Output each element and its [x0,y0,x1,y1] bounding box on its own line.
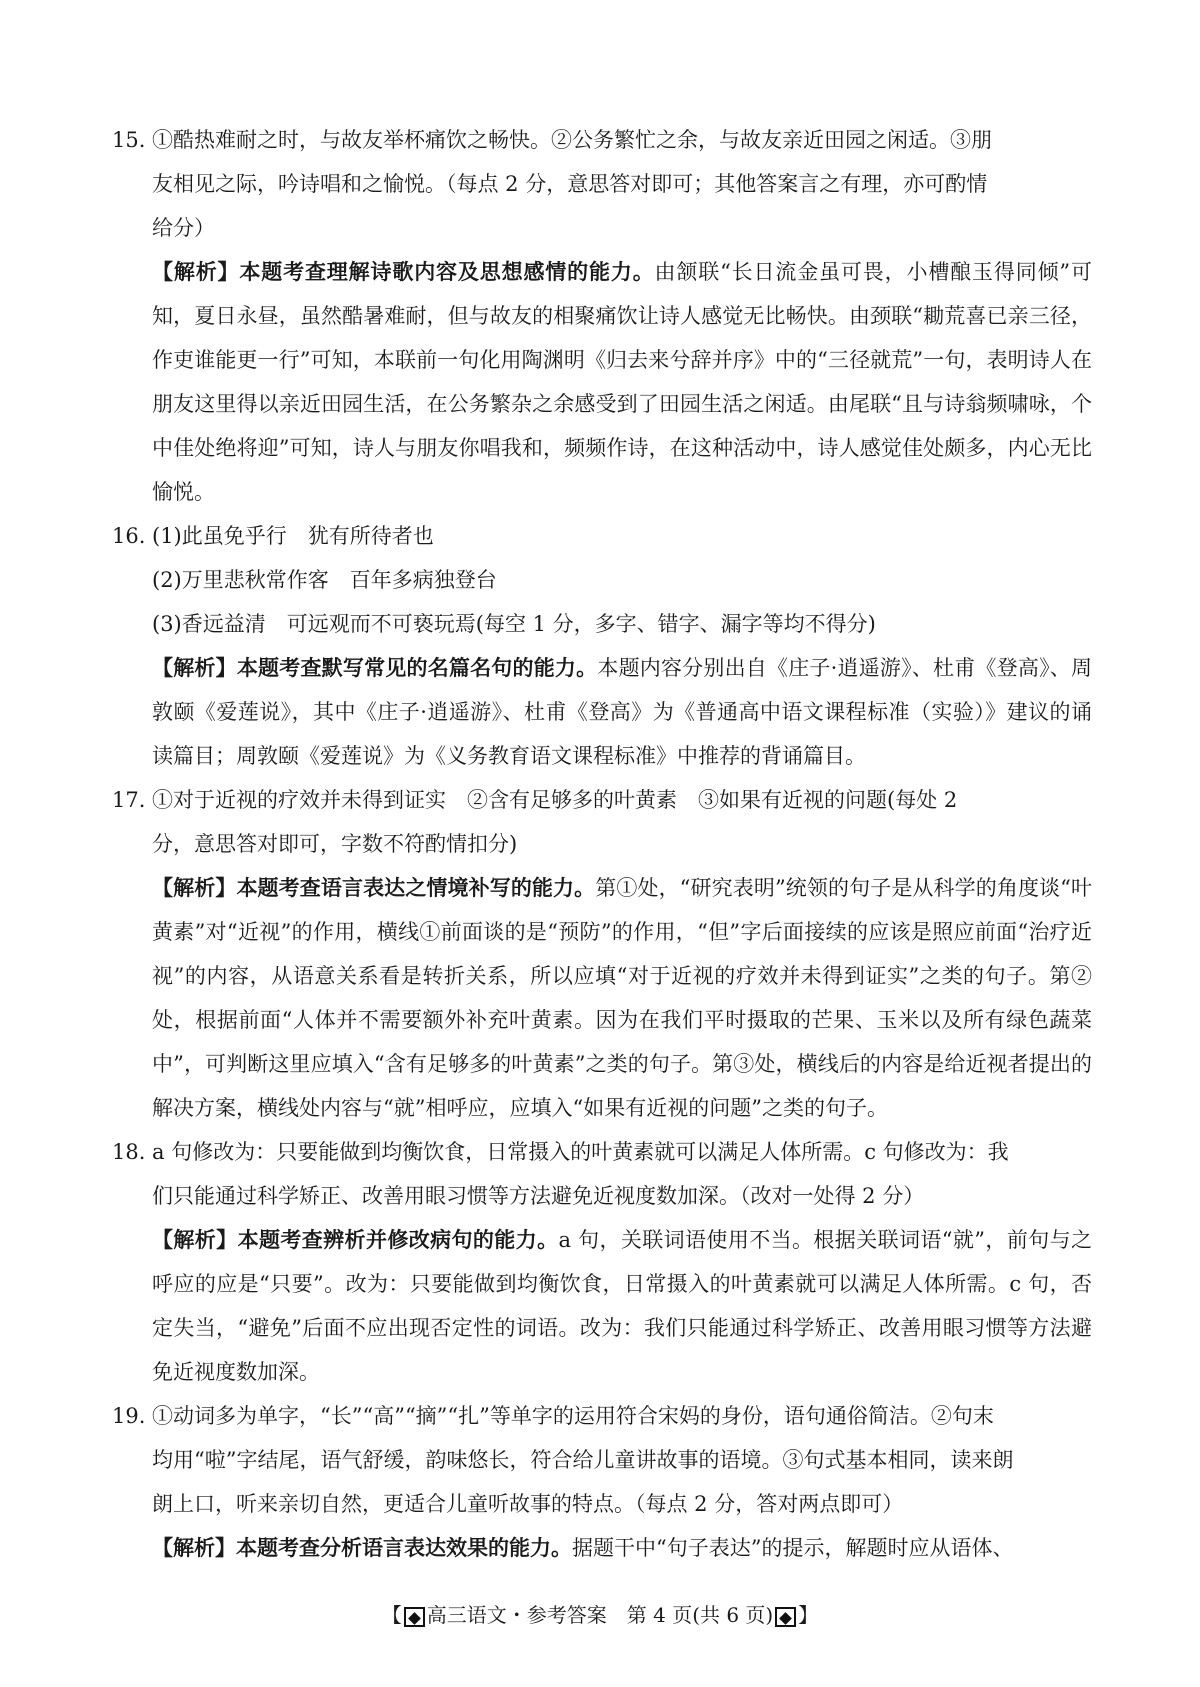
analysis-paragraph [152,1526,1092,1570]
answer-line: (2)万里悲秋常作客 百年多病独登台 [152,568,497,592]
question-number: 17. [112,788,146,812]
answer-line: ①动词多为单字，“长”“高”“摘”“扎”等单字的运用符合宋妈的身份，语句通俗简洁。②句末 [152,1404,994,1428]
analysis-tag: 【解析】 [152,260,240,284]
analysis-paragraph [152,1218,1092,1394]
question-item [112,778,1092,1130]
answer-line: a 句修改为：只要能做到均衡饮食，日常摄入的叶黄素就可以满足人体所需。c 句修改为：我 [152,1140,1009,1164]
diamond-icon [775,1607,796,1627]
answer-line: (3)香远益清 可远观而不可亵玩焉(每空 1 分，多字、错字、漏字等均不得分) [152,612,876,636]
question-number: 16. [112,524,146,548]
answer-line: 友相见之际，吟诗唱和之愉悦。（每点 2 分，意思答对即可；其他答案言之有理，亦可酌情 [152,172,988,196]
answer-content [112,118,1092,1570]
question-number: 15. [112,128,146,152]
answer-line: 们只能通过科学矫正、改善用眼习惯等方法避免近视度数加深。（改对一处得 2 分） [152,1184,925,1208]
analysis-lead: 本题考查辨析并修改病句的能力。 [237,1228,559,1252]
analysis-tag: 【解析】 [152,656,237,680]
analysis-text: 据题干中“句子表达”的提示，解题时应从语体、 [572,1536,1014,1560]
analysis-lead: 本题考查默写常见的名篇名句的能力。 [236,656,598,680]
analysis-text: 第①处，“研究表明”统领的句子是从科学的角度谈“叶黄素”对“近视”的作用，横线①前面谈的是“预防”的作用，“但”字后面接续的应该是照应前面“治疗近视”的内容，从语意关系看是转折关系，所以应填“对于近视的疗效并未得到证实”之类的句子。第②处，根据前面“人体并不需要额外补充叶黄素。因为在我们平时摄取的芒果、玉米以及所有绿色蔬菜中”，可判断这里应填入“含有足够多的叶黄素”之类的句子。第③处，横线后的内容是给近视者提出的解决方案，横线处内容与“就”相呼应，应填入“如果有近视的问题”之类的句子。 [152,876,1093,1120]
analysis-text: 本题内容分别出自《庄子·逍遥游》、杜甫《登高》、周敦颐《爱莲说》，其中《庄子·逍遥游》、杜甫《登高》为《普通高中语文课程标准（实验）》建议的诵读篇目；周敦颐《爱莲说》为《义务教育语文课程标准》中推荐的背诵篇目。 [152,656,1092,768]
answer-line: ①酷热难耐之时，与故友举杯痛饮之畅快。②公务繁忙之余，与故友亲近田园之闲适。③朋 [152,128,992,152]
footer-text: 高三语文・参考答案 第 4 页(共 6 页) [426,1603,774,1627]
question-number: 19. [112,1404,146,1428]
answer-line: (1)此虽免乎行 犹有所待者也 [152,524,434,548]
analysis-lead: 本题考查理解诗歌内容及思想感情的能力。 [239,260,655,284]
analysis-text: a 句，关联词语使用不当。根据关联词语“就”，前句与之呼应的应是“只要”。改为：只要能做到均衡饮食，日常摄入的叶黄素就可以满足人体所需。c 句，否定失当，“避免”后面不应出现否定性的词语。改为：我们只能通过科学矫正、改善用眼习惯等方法避免近视度数加深。 [152,1228,1092,1384]
analysis-tag: 【解析】 [152,876,237,900]
answer-line: 均用“啦”字结尾，语气舒缓，韵味悠长，符合给儿童讲故事的语境。③句式基本相同，读来朗 [152,1448,1014,1472]
analysis-paragraph [152,646,1092,778]
page-footer [0,1600,1200,1630]
analysis-paragraph [152,866,1092,1130]
question-item [112,118,1092,514]
question-item [112,1394,1092,1570]
analysis-lead: 本题考查分析语言表达效果的能力。 [236,1536,572,1560]
answer-line: 分，意思答对即可，字数不符酌情扣分) [152,832,518,856]
footer-right-bracket: 】 [798,1603,819,1627]
analysis-lead: 本题考查语言表达之情境补写的能力。 [236,876,596,900]
analysis-tag: 【解析】 [152,1536,236,1560]
question-item [112,1130,1092,1394]
analysis-tag: 【解析】 [152,1228,238,1252]
question-item [112,514,1092,778]
footer-left-bracket: 【 [381,1603,402,1627]
answer-line: 朗上口，听来亲切自然，更适合儿童听故事的特点。（每点 2 分，答对两点即可） [152,1492,904,1516]
answer-line: 给分） [152,216,215,240]
analysis-text: 由颔联“长日流金虽可畏，小槽酿玉得同倾”可知，夏日永昼，虽然酷暑难耐，但与故友的相聚痛饮让诗人感觉无比畅快。由颈联“耡荒喜已亲三径，作吏谁能更一行”可知，本联前一句化用陶渊明《归去来兮辞并序》中的“三径就荒”一句，表明诗人在朋友这里得以亲近田园生活，在公务繁杂之余感受到了田园生活之闲适。由尾联“且与诗翁频啸咏，个中佳处绝将迎”可知，诗人与朋友你唱我和，频频作诗，在这种活动中，诗人感觉佳处颇多，内心无比愉悦。 [152,260,1093,504]
answer-line: ①对于近视的疗效并未得到证实 ②含有足够多的叶黄素 ③如果有近视的问题(每处 2 [152,788,958,812]
question-number: 18. [112,1140,146,1164]
analysis-paragraph [152,250,1092,514]
diamond-icon [404,1607,425,1627]
